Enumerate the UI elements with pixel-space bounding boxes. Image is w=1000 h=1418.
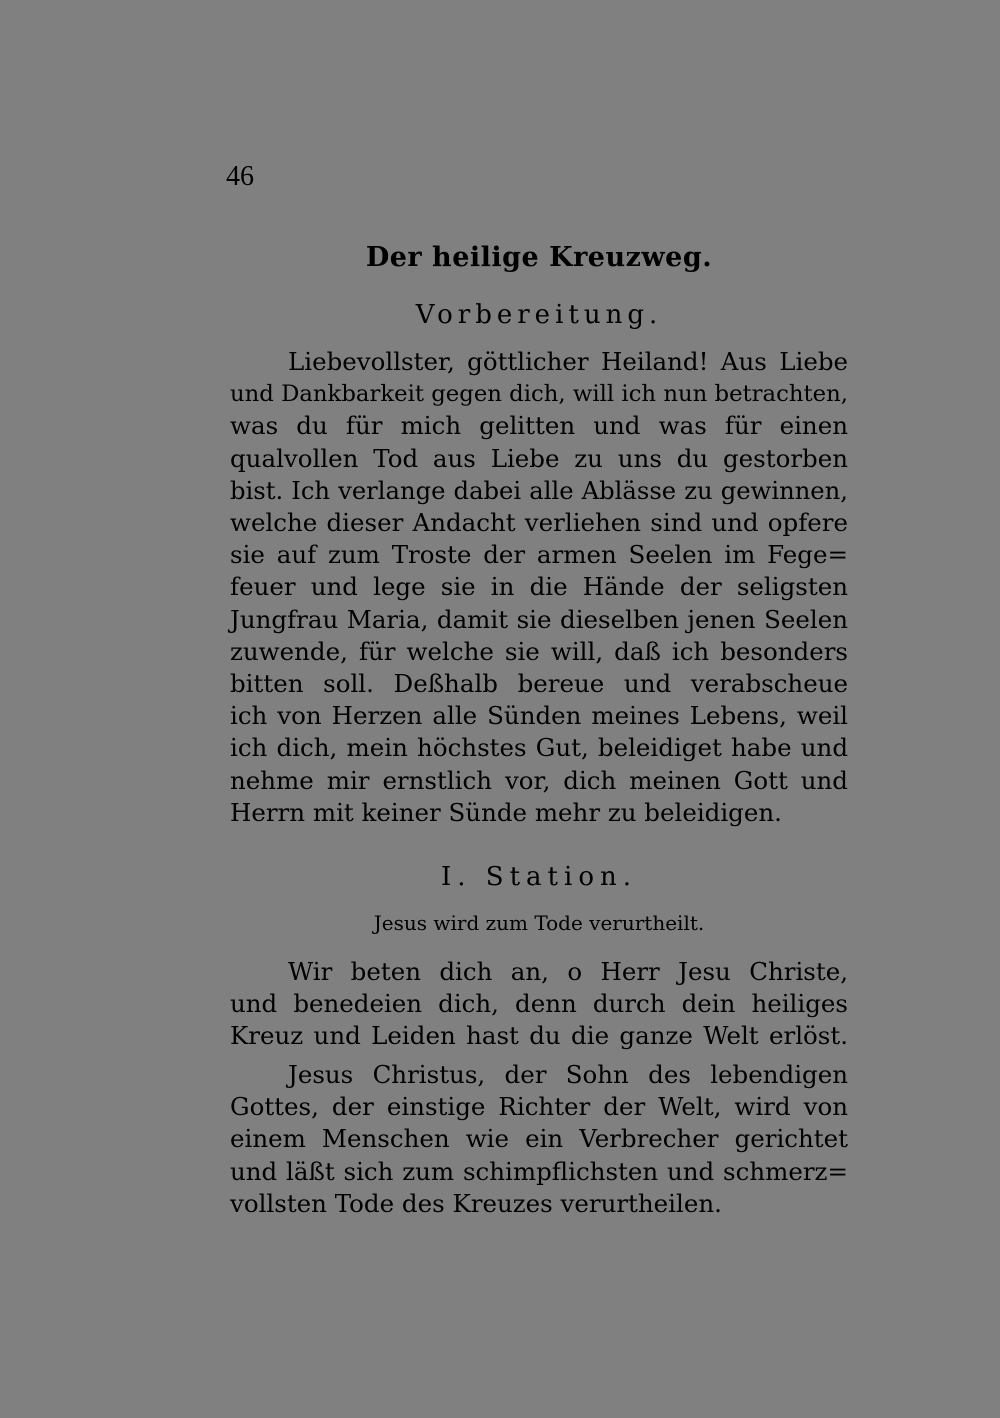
- station-heading: I. Station.: [441, 862, 637, 892]
- text-line: Liebevollster, göttlicher Heiland! Aus Liebe: [288, 347, 848, 376]
- text-line: feuer und lege sie in die Hände der seligsten: [230, 572, 848, 602]
- page-title: Der heilige Kreuzweg.: [365, 242, 713, 273]
- text-line: sie auf zum Troste der armen Seelen im Fege=: [230, 540, 848, 570]
- page-number: 46: [226, 161, 254, 192]
- meditation-paragraph: [230, 1059, 848, 1220]
- text-line: und läßt sich zum schimpflichsten und schmerz=: [230, 1156, 848, 1186]
- text-line: einem Menschen wie ein Verbrecher gerichtet: [230, 1124, 848, 1154]
- prayer-paragraph: [230, 956, 848, 1053]
- text-line: Jesus Christus, der Sohn des lebendigen: [288, 1060, 848, 1089]
- station-subtitle: Jesus wird zum Tode verurtheilt.: [373, 911, 705, 935]
- preparation-paragraph: [230, 346, 848, 829]
- text-line: Jungfrau Maria, damit sie dieselben jenen Seelen: [230, 604, 848, 634]
- text-line: Gottes, der einstige Richter der Welt, wird von: [230, 1092, 848, 1122]
- text-line: welche dieser Andacht verliehen sind und opfere: [230, 508, 848, 538]
- text-line: ich von Herzen alle Sünden meines Lebens, weil: [230, 701, 848, 731]
- text-line: ich dich, mein höchstes Gut, beleidiget habe und: [230, 733, 848, 763]
- text-line: Kreuz und Leiden hast du die ganze Welt erlöst.: [230, 1021, 848, 1051]
- text-line: zuwende, für welche sie will, daß ich besonders: [230, 636, 848, 666]
- preparation-heading: Vorbereitung.: [415, 300, 663, 330]
- text-line: bist. Ich verlange dabei alle Ablässe zu gewinnen,: [230, 475, 848, 505]
- text-line: Herrn mit keiner Sünde mehr zu beleidigen.: [230, 797, 782, 827]
- text-line: Wir beten dich an, o Herr Jesu Christe,: [288, 957, 848, 986]
- text-line: was du für mich gelitten und was für einen: [230, 411, 848, 441]
- text-line: vollsten Tode des Kreuzes verurtheilen.: [230, 1188, 722, 1218]
- text-line: nehme mir ernstlich vor, dich meinen Gott und: [230, 765, 848, 795]
- text-line: qualvollen Tod aus Liebe zu uns du gestorben: [230, 443, 848, 473]
- text-line: und benedeien dich, denn durch dein heiliges: [230, 989, 848, 1019]
- text-line: bitten soll. Deßhalb bereue und verabscheue: [230, 669, 848, 699]
- text-line: und Dankbarkeit gegen dich, will ich nun betrachten,: [230, 381, 848, 408]
